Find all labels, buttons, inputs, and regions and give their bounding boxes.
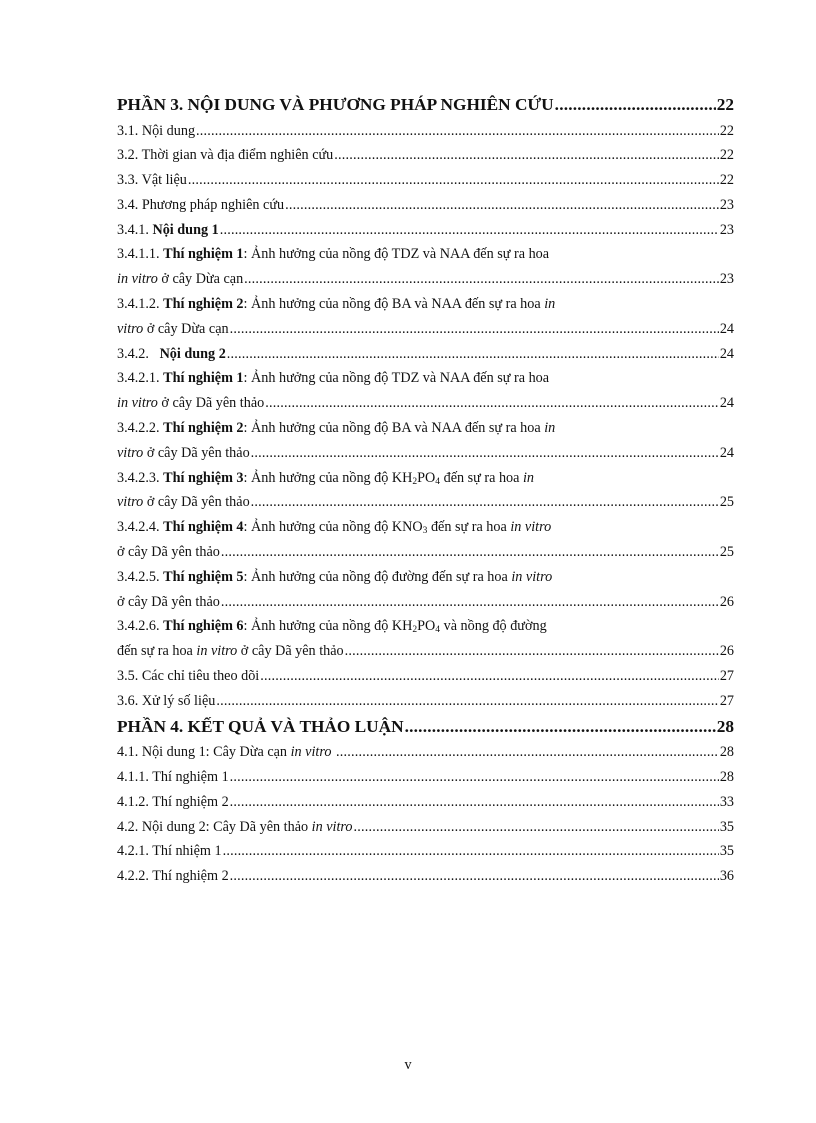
toc-title: PHẦN 3. NỘI DUNG VÀ PHƯƠNG PHÁP NGHIÊN CỨU — [117, 95, 554, 114]
table-of-contents — [117, 92, 734, 889]
toc-entry-3-4-2-3[interactable] — [117, 466, 734, 516]
toc-title-line-2: đến sự ra hoa in vitro ở cây Dã yên thảo — [117, 643, 344, 660]
toc-title: 3.4. Phương pháp nghiên cứu — [117, 196, 285, 213]
toc-title: 3.4.1. Nội dung 1 — [117, 221, 219, 238]
leader-dots — [251, 441, 719, 466]
toc-title: 4.1.2. Thí nghiệm 2 — [117, 793, 229, 810]
toc-page-number: 28 — [719, 768, 734, 785]
toc-page-number: 26 — [719, 643, 734, 660]
leader-dots — [188, 168, 719, 193]
toc-title-line-1: 3.4.2.6. Thí nghiệm 6: Ảnh hưởng của nồng độ $KH_2PO_4$ và nồng độ đường — [117, 618, 547, 636]
leader-dots — [223, 839, 719, 864]
leader-dots — [354, 815, 719, 840]
leader-dots — [216, 689, 718, 714]
toc-entry-3-4[interactable] — [117, 193, 734, 218]
toc-entry-3-3[interactable] — [117, 168, 734, 193]
toc-title-line-2: vitro ở cây Dã yên thảo — [117, 494, 250, 511]
leader-dots — [227, 342, 719, 367]
toc-page-number: 26 — [719, 593, 734, 610]
toc-title-line-1: 3.4.2.3. Thí nghiệm 3: Ảnh hưởng của nồng độ $KH_2PO_4$ đến sự ra hoa in — [117, 469, 535, 487]
toc-title: 4.2.2. Thí nghiệm 2 — [117, 868, 229, 885]
leader-dots — [345, 639, 719, 664]
toc-title: 3.3. Vật liệu — [117, 172, 187, 189]
toc-page-number: 33 — [719, 793, 734, 810]
leader-dots — [265, 391, 719, 416]
leader-dots — [230, 317, 719, 342]
toc-entry-3-4-2-2[interactable] — [117, 416, 734, 466]
toc-page-number: 23 — [719, 271, 734, 288]
leader-dots — [221, 590, 719, 615]
toc-page-number: 28 — [719, 744, 734, 761]
toc-page-number: 24 — [719, 320, 734, 337]
leader-dots — [405, 714, 716, 741]
toc-page-number: 22 — [719, 122, 734, 139]
leader-dots — [230, 765, 719, 790]
toc-page-number: 22 — [719, 172, 734, 189]
toc-title-line-1: 3.4.2.5. Thí nghiệm 5: Ảnh hưởng của nồng độ đường đến sự ra hoa in vitro — [117, 568, 553, 585]
toc-page-number: 22 — [716, 95, 734, 114]
toc-title-line-1: 3.4.1.1. Thí nghiệm 1: Ảnh hưởng của nồng độ TDZ và NAA đến sự ra hoa — [117, 246, 550, 263]
toc-page-number: 25 — [719, 494, 734, 511]
toc-entry-3-4-2-5[interactable] — [117, 565, 734, 615]
toc-entry-3-4-2[interactable] — [117, 342, 734, 367]
toc-page-number: 36 — [719, 868, 734, 885]
toc-title-line-2: vitro ở cây Dừa cạn — [117, 320, 229, 337]
toc-title-line-2: vitro ở cây Dã yên thảo — [117, 444, 250, 461]
toc-title: 4.1.1. Thí nghiệm 1 — [117, 768, 229, 785]
toc-title: 4.1. Nội dung 1: Cây Dừa cạn in vitro — [117, 744, 332, 761]
toc-entry-3-4-2-1[interactable] — [117, 366, 734, 416]
leader-dots — [244, 267, 719, 292]
leader-dots — [251, 490, 719, 515]
toc-entry-3-4-1-2[interactable] — [117, 292, 734, 342]
toc-page-number: 27 — [719, 668, 734, 685]
toc-entry-4-1-1[interactable] — [117, 765, 734, 790]
toc-title-line-1: 3.4.2.2. Thí nghiệm 2: Ảnh hưởng của nồng độ BA và NAA đến sự ra hoa in — [117, 420, 556, 437]
toc-page-number: 35 — [719, 818, 734, 835]
toc-title: PHẦN 4. KẾT QUẢ VÀ THẢO LUẬN — [117, 716, 404, 736]
leader-dots — [285, 193, 719, 218]
toc-title: 3.6. Xử lý số liệu — [117, 692, 216, 709]
leader-dots — [230, 864, 719, 889]
leader-dots — [196, 119, 719, 144]
toc-page-number: 28 — [716, 716, 734, 736]
leader-dots — [260, 664, 719, 689]
toc-page-number: 27 — [719, 692, 734, 709]
toc-title-line-2: in vitro ở cây Dã yên thảo — [117, 395, 265, 412]
toc-part-4[interactable] — [117, 714, 734, 741]
leader-dots — [336, 740, 719, 765]
page-footer-number: v — [404, 1057, 412, 1073]
toc-title-line-2: ở cây Dã yên thảo — [117, 593, 220, 610]
toc-entry-3-5[interactable] — [117, 664, 734, 689]
leader-dots — [220, 218, 719, 243]
leader-dots — [334, 143, 719, 168]
toc-title: 3.4.2. Nội dung 2 — [117, 345, 226, 362]
toc-title-line-1: 3.4.2.1. Thí nghiệm 1: Ảnh hưởng của nồng độ TDZ và NAA đến sự ra hoa — [117, 370, 550, 387]
leader-dots — [230, 790, 719, 815]
toc-page-number: 24 — [719, 444, 734, 461]
toc-entry-3-4-2-4[interactable] — [117, 515, 734, 565]
toc-title-line-2: ở cây Dã yên thảo — [117, 544, 220, 561]
toc-title: 4.2.1. Thí nhiệm 1 — [117, 843, 222, 860]
toc-page-number: 23 — [719, 221, 734, 238]
toc-entry-3-4-1[interactable] — [117, 218, 734, 243]
toc-entry-4-2-1[interactable] — [117, 839, 734, 864]
leader-dots — [555, 92, 716, 119]
toc-entry-4-1-2[interactable] — [117, 790, 734, 815]
leader-dots — [221, 540, 719, 565]
toc-entry-4-2-2[interactable] — [117, 864, 734, 889]
toc-title: 3.2. Thời gian và địa điểm nghiên cứu — [117, 147, 334, 164]
toc-page-number: 22 — [719, 147, 734, 164]
toc-entry-3-4-2-6[interactable] — [117, 614, 734, 664]
toc-entry-3-6[interactable] — [117, 689, 734, 714]
toc-entry-3-4-1-1[interactable] — [117, 242, 734, 292]
toc-page-number: 35 — [719, 843, 734, 860]
toc-entry-4-2[interactable] — [117, 815, 734, 840]
toc-part-3[interactable] — [117, 92, 734, 119]
toc-page-number: 25 — [719, 544, 734, 561]
toc-entry-3-2[interactable] — [117, 143, 734, 168]
toc-page-number: 24 — [719, 395, 734, 412]
toc-title: 4.2. Nội dung 2: Cây Dã yên thảo in vitro — [117, 818, 353, 835]
toc-page-number: 24 — [719, 345, 734, 362]
toc-title-line-2: in vitro ở cây Dừa cạn — [117, 271, 244, 288]
toc-entry-3-1[interactable] — [117, 119, 734, 144]
toc-title: 3.5. Các chỉ tiêu theo dõi — [117, 668, 260, 685]
toc-page-number: 23 — [719, 196, 734, 213]
toc-entry-4-1[interactable] — [117, 740, 734, 765]
toc-title: 3.1. Nội dung — [117, 122, 196, 139]
toc-title-line-1: 3.4.1.2. Thí nghiệm 2: Ảnh hưởng của nồng độ BA và NAA đến sự ra hoa in — [117, 296, 556, 313]
toc-title-line-1: 3.4.2.4. Thí nghiệm 4: Ảnh hưởng của nồng độ $KNO_3$ đến sự ra hoa in vitro — [117, 519, 552, 537]
